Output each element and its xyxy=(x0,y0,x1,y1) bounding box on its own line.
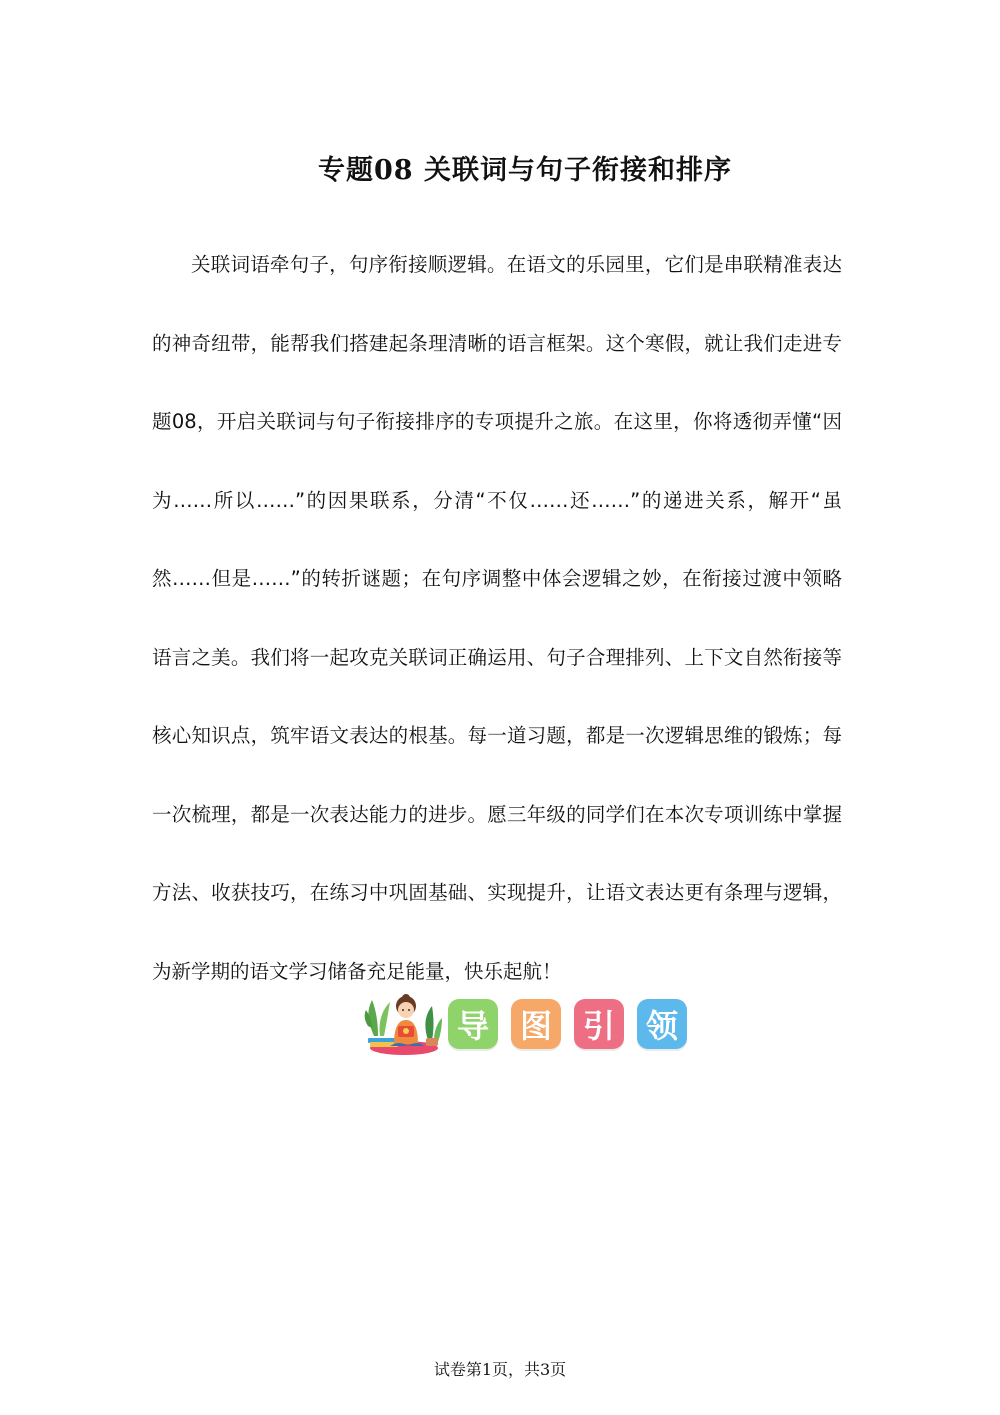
banner-tile-tu: 图 xyxy=(511,999,561,1049)
banner-tile-ling: 领 xyxy=(637,999,687,1049)
page-title: 专题08 关联词与句子衔接和排序 xyxy=(318,155,732,186)
banner-tile-dao: 导 xyxy=(448,999,498,1049)
reading-girl-icon xyxy=(362,992,442,1056)
guide-banner xyxy=(362,992,700,1056)
intro-paragraph: 关联词语牵句子，句序衔接顺逻辑。在语文的乐园里，它们是串联精准表达的神奇纽带，能帮我们搭建起条理清晰的语言框架。这个寒假，就让我们走进专题08，开启关联词与句子衔接排序的专项提升之旅。在这里，你将透彻弄懂“因为……所以……”的因果联系，分清“不仅……还……”的递进关系，解开“虽然……但是……”的转折谜题；在句序调整中体会逻辑之妙，在衔接过渡中领略语言之美。我们将一起攻克关联词正确运用、句子合理排列、上下文自然衔接等核心知识点，筑牢语文表达的根基。每一道习题，都是一次逻辑思维的锻炼；每一次梳理，都是一次表达能力的进步。愿三年级的同学们在本次专项训练中掌握方法、收获技巧，在练习中巩固基础、实现提升，让语文表达更有条理与逻辑，为新学期的语文学习储备充足能量，快乐起航！ xyxy=(152,253,842,983)
page-footer: 试卷第1页，共3页 xyxy=(433,1360,567,1379)
banner-tile-yin: 引 xyxy=(574,999,624,1049)
